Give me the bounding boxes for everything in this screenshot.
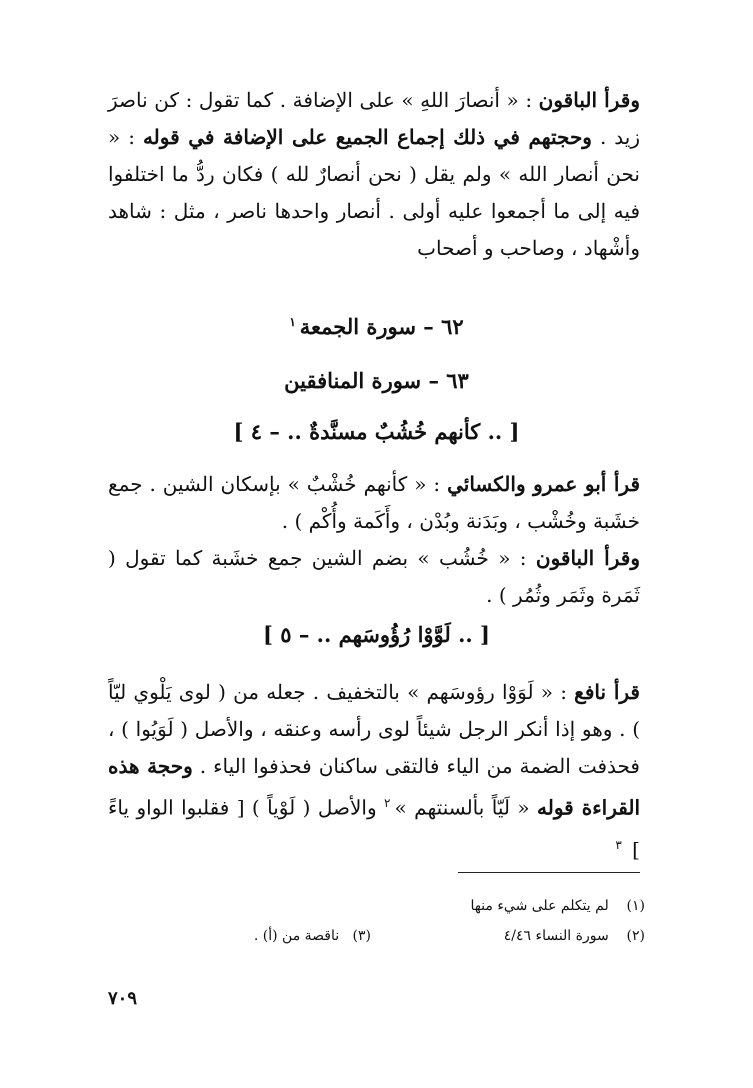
footnote-number: (٢) <box>626 928 645 944</box>
footnote-2 <box>504 928 645 944</box>
argument-label: وحجتهم في ذلك إجماع الجميع على الإضافة في قوله <box>142 125 592 149</box>
paragraph-text: : « خُشُب » بضم الشين جمع خشَبة كما تقول ( ثَمَرة وثَمَر وثُمُر ) . <box>108 546 640 607</box>
surah-63-heading <box>0 368 753 393</box>
nafi-paragraph <box>108 674 640 868</box>
quran-quote: « لَيّاً بألسنتهم » <box>394 795 538 820</box>
reader-label-nafi: قرأ نافع <box>574 680 640 704</box>
footnote-mark-1: ١ <box>289 315 296 329</box>
footnote-mark-2: ٢ <box>384 796 391 810</box>
footnote-mark-3: ٣ <box>615 837 622 852</box>
reader-label-baqun: وقرأ الباقون <box>538 88 640 112</box>
page-number: ٧٠٩ <box>108 988 138 1009</box>
surah-62-title: ٦٢ – سورة الجمعة <box>299 314 464 339</box>
verse-5-label: [ .. لَوَّوْا رُؤُوسَهم .. – ٥ ] <box>263 622 490 647</box>
reader-label-abu-amr: قرأ أبو عمرو والكسائي <box>447 472 641 496</box>
paragraph-text: : « كأنهم خُشْبٌ » بإسكان الشين . جمع خشَبة وخُشْب ، وبَدَنة وبُدْن ، وأَكَمة وأُكْم ) . <box>108 472 640 533</box>
verse-4-label: [ .. كأنهم خُشُبٌ مسنَّدةٌ .. – ٤ ] <box>233 419 520 444</box>
footnote-text: لم يتكلم على شيء منها <box>470 898 609 914</box>
abu-amr-paragraph <box>108 466 640 540</box>
paragraph-text: : « أنصارَ اللهِ » على الإضافة . كما تقول : كن ناصرَ زيد . <box>108 88 640 149</box>
verse-4-heading <box>0 419 753 444</box>
paragraph-text-continued: : « نحن أنصار الله » ولم يقل ( نحن أنصارٌ لله ) فكان ردُّ ما اختلفوا فيه إلى ما أجمعوا عليه أولى . أنصار واحدها ناصر ، مثل : شاهد وأشْهاد ، وصاحب و أصحاب <box>108 125 640 260</box>
footnote-text: ناقصة من (أ) . <box>253 928 340 944</box>
surah-63-title: ٦٣ – سورة المنافقين <box>284 368 469 393</box>
surah-62-heading <box>0 314 753 339</box>
footnote-3 <box>254 928 371 944</box>
footnote-number: (١) <box>626 898 645 914</box>
paragraph-text: : « لَوَوْا رؤوسَهم » بالتخفيف . جعله من ( لوى يَلْوي ليّاً ) . وهو إذا أنكر الرجل شيئاً لوى رأسه وعنقه ، والأصل ( لَوَيُوا ) ، فحذفت الضمة من الياء فالتقى ساكنان فحذفوا الياء . <box>108 680 640 778</box>
reader-label-baqun: وقرأ الباقون <box>535 546 640 570</box>
footnote-number: (٣) <box>352 928 371 944</box>
footnote-1 <box>470 898 645 914</box>
argument-label: وحجة هذه القراءة قوله <box>108 754 640 820</box>
verse-5-heading <box>0 622 753 647</box>
baqun-paragraph <box>108 540 640 614</box>
footnote-divider <box>458 872 640 873</box>
top-paragraph <box>108 82 640 267</box>
paragraph-text-continued: والأصل ( لَوْياً ) [ فقلبوا الواو ياءً ] <box>108 795 640 862</box>
footnote-text: سورة النساء ٤/٤٦ <box>503 928 609 944</box>
